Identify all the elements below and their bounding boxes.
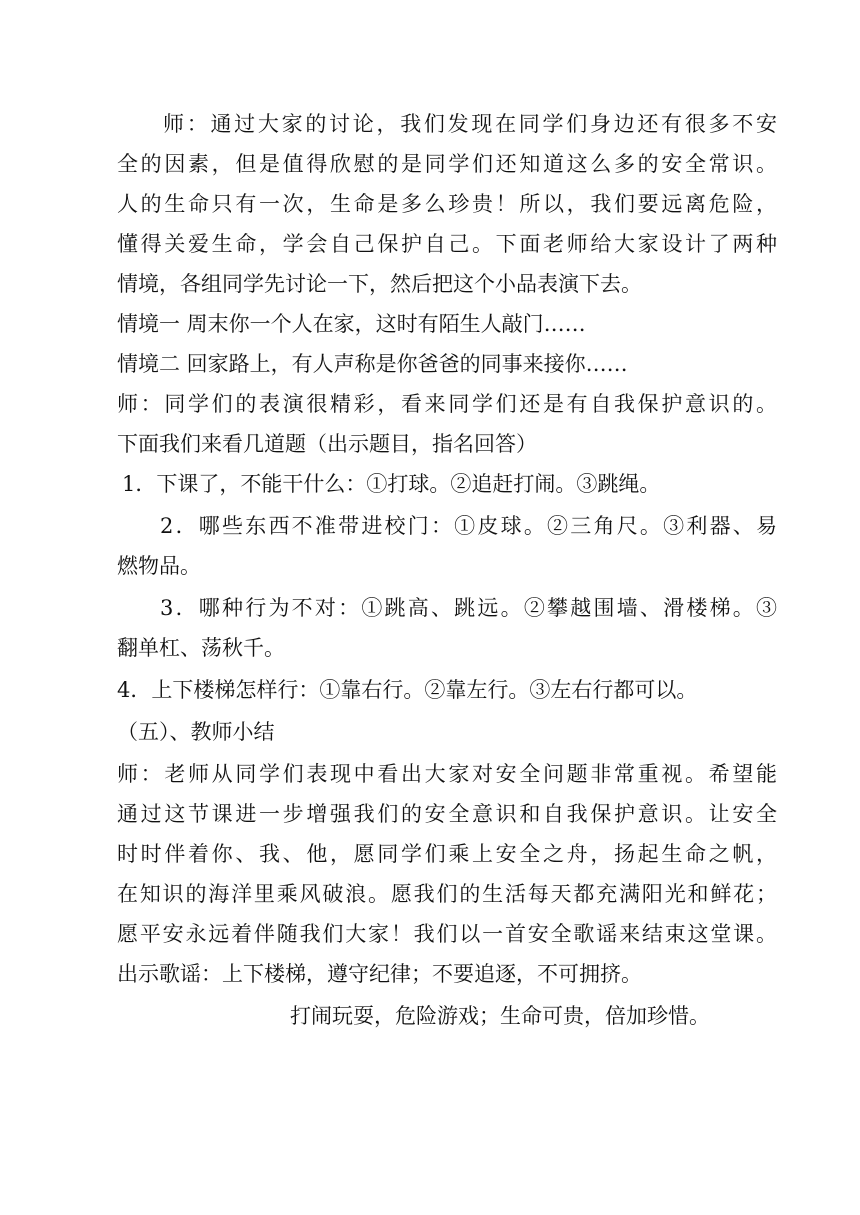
paragraph-line: 下面我们来看几道题（出示题目，指名回答）	[117, 432, 537, 456]
paragraph-line: 师：同学们的表演很精彩，看来同学们还是有自我保护意识的。	[117, 392, 777, 416]
verse-line: 出示歌谣：上下楼梯，遵守纪律；不要追逐，不可拥挤。	[117, 962, 642, 986]
question-line: 燃物品。	[117, 554, 201, 578]
section-heading: （五）、教师小结	[117, 720, 275, 744]
question-line: 2．哪些东西不准带进校门：①皮球。②三角尺。③利器、易	[160, 514, 777, 538]
paragraph-line: 愿平安永远着伴随我们大家！我们以一首安全歌谣来结束这堂课。	[117, 922, 777, 946]
paragraph-line: 情境，各组同学先讨论一下，然后把这个小品表演下去。	[117, 272, 642, 296]
paragraph-line: 全的因素，但是值得欣慰的是同学们还知道这么多的安全常识。	[117, 152, 777, 176]
paragraph-line: 师：通过大家的讨论，我们发现在同学们身边还有很多不安	[163, 112, 777, 136]
question-line: 翻单杠、荡秋千。	[117, 636, 285, 660]
question-line: 1．下课了，不能干什么：①打球。②追赶打闹。③跳绳。	[122, 472, 661, 496]
scenario-line: 情境二 回家路上，有人声称是你爸爸的同事来接你……	[117, 352, 628, 376]
paragraph-line: 人的生命只有一次，生命是多么珍贵！所以，我们要远离危险，	[117, 192, 777, 216]
paragraph-line: 通过这节课进一步增强我们的安全意识和自我保护意识。让安全	[117, 802, 777, 826]
paragraph-line: 懂得关爱生命，学会自己保护自己。下面老师给大家设计了两种	[117, 232, 777, 256]
paragraph-line: 在知识的海洋里乘风破浪。愿我们的生活每天都充满阳光和鲜花；	[117, 882, 777, 906]
question-line: 4．上下楼梯怎样行：①靠右行。②靠左行。③左右行都可以。	[117, 678, 698, 702]
scenario-line: 情境一 周末你一个人在家，这时有陌生人敲门……	[117, 312, 586, 336]
paragraph-line: 师：老师从同学们表现中看出大家对安全问题非常重视。希望能	[117, 762, 777, 786]
verse-line: 打闹玩耍，危险游戏；生命可贵，倍加珍惜。	[290, 1004, 710, 1028]
paragraph-line: 时时伴着你、我、他，愿同学们乘上安全之舟，扬起生命之帆，	[117, 842, 777, 866]
question-line: 3．哪种行为不对：①跳高、跳远。②攀越围墙、滑楼梯。③	[160, 596, 777, 620]
